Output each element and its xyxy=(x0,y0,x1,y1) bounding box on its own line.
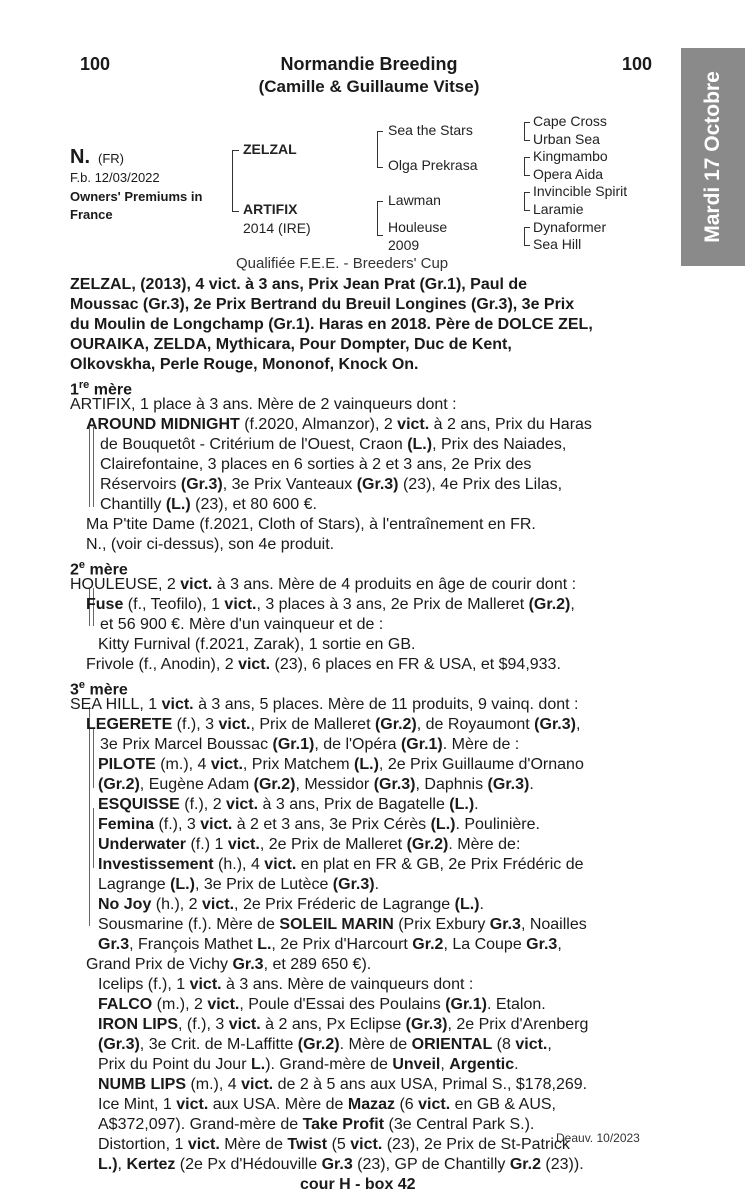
text-segment: vict. xyxy=(218,716,251,733)
pedigree-bracket xyxy=(524,227,530,246)
text-segment: L. xyxy=(257,936,272,953)
text-segment: (Gr.3) xyxy=(405,1016,448,1033)
text-segment: LEGERETE xyxy=(86,716,173,733)
text-segment: (Gr.3) xyxy=(180,476,223,493)
text-segment: (Gr.3) xyxy=(98,1036,140,1053)
text-segment: , Noailles xyxy=(520,916,587,933)
text-segment: (Gr.3) xyxy=(534,716,576,733)
text-segment: . xyxy=(514,1056,519,1073)
text-segment: (f.2020, Almanzor), 2 xyxy=(239,416,398,433)
text-segment: en GB & AUS, xyxy=(450,1096,556,1113)
text-segment: FALCO xyxy=(98,996,153,1013)
text-segment: (6 xyxy=(395,1096,419,1113)
text-segment: (23), GP de Chantilly xyxy=(352,1156,510,1173)
text-segment: Prix du Point du Jour xyxy=(98,1056,251,1073)
indent-bar xyxy=(89,707,90,926)
dam-sire-sire: Invincible Spirit xyxy=(533,183,628,199)
text-segment: mère xyxy=(85,681,128,699)
lot-location xyxy=(300,1175,745,1195)
text-segment: du Moulin de Longchamp (Gr.1). Haras en 2018. Père de DOLCE ZEL, xyxy=(70,316,593,333)
text-segment: , xyxy=(570,596,575,613)
text-segment: (2e Px d'Hédouville xyxy=(175,1156,322,1173)
text-segment: vict. xyxy=(350,1136,383,1153)
text-segment: et 56 900 €. Mère d'un vainqueur et de : xyxy=(100,616,384,633)
text-segment: (Gr.3) xyxy=(356,476,399,493)
text-segment: Icelips (f.), 1 xyxy=(98,976,190,993)
sire-sire-dam: Urban Sea xyxy=(533,131,600,147)
text-segment: Grand Prix de Vichy xyxy=(86,956,233,973)
text-segment: vict. xyxy=(224,596,257,613)
text-segment: Chantilly xyxy=(100,496,166,513)
text-segment: en plat en FR & GB, 2e Prix Frédéric de xyxy=(296,856,584,873)
body-line xyxy=(98,835,688,855)
text-segment: Gr.2 xyxy=(509,1156,541,1173)
pedigree-bracket xyxy=(524,157,530,176)
text-segment: Investissement xyxy=(98,856,214,873)
body-line xyxy=(98,935,688,955)
text-segment: Fuse xyxy=(86,596,124,613)
body-line xyxy=(86,515,676,535)
text-segment: , Daphnis xyxy=(415,776,488,793)
text-segment: cour H - box 42 xyxy=(300,1176,416,1193)
text-segment: (L.) xyxy=(449,796,475,813)
text-segment: vict. xyxy=(227,836,260,853)
text-segment: . xyxy=(474,796,479,813)
text-segment: (Gr.1) xyxy=(400,736,443,753)
text-segment: . xyxy=(479,896,484,913)
text-segment: Réservoirs xyxy=(100,476,181,493)
text-segment: vict. xyxy=(264,856,297,873)
body-line xyxy=(86,415,676,435)
text-segment: (Gr.2) xyxy=(253,776,296,793)
text-segment: HOULEUSE, 2 xyxy=(70,576,181,593)
text-segment: vict. xyxy=(187,1136,220,1153)
text-segment: NUMB LIPS xyxy=(98,1076,186,1093)
text-segment: à 2 et 3 ans, 3e Prix Cérès xyxy=(232,816,431,833)
text-segment: , et 289 650 €). xyxy=(263,956,372,973)
text-segment: à 3 ans. Mère de 4 produits en âge de courir dont : xyxy=(212,576,577,593)
text-segment: (Gr.2) xyxy=(374,716,417,733)
body-line xyxy=(70,335,660,355)
text-segment: à 3 ans, Prix de Bagatelle xyxy=(258,796,450,813)
indent-bar xyxy=(93,427,94,507)
text-segment: à 2 ans, Prix du Haras xyxy=(429,416,592,433)
consignor-title: Normandie Breeding xyxy=(280,54,458,74)
body-line xyxy=(86,955,676,975)
text-segment: . xyxy=(529,776,534,793)
text-segment: IRON LIPS xyxy=(98,1016,179,1033)
text-segment: ORIENTAL xyxy=(411,1036,493,1053)
text-segment: . Mère de: xyxy=(448,836,521,853)
text-segment: (L.) xyxy=(430,816,456,833)
text-segment: Clairefontaine, 3 places en 6 sorties à 2 et 3 ans, 2e Prix des xyxy=(100,456,532,473)
text-segment: mère xyxy=(89,381,133,399)
dam-dam: Houleuse xyxy=(388,219,448,235)
body-line xyxy=(98,1075,688,1095)
text-segment: ). Grand-mère de xyxy=(265,1056,393,1073)
text-segment: Lagrange xyxy=(98,876,171,893)
text-segment: aux USA. Mère de xyxy=(208,1096,348,1113)
text-segment: AROUND MIDNIGHT xyxy=(86,416,240,433)
text-segment: Olkovskha, Perle Rouge, Mononof, Knock On. xyxy=(70,356,419,373)
text-segment: Ma P'tite Dame (f.2021, Cloth of Stars), à l'entraînement en FR. xyxy=(86,516,536,533)
body-line xyxy=(70,395,660,415)
text-segment: vict. xyxy=(202,896,235,913)
text-segment: , Eugène Adam xyxy=(139,776,254,793)
text-segment: Gr.2 xyxy=(412,936,444,953)
text-segment: , 3e Crit. de M-Laffitte xyxy=(139,1036,298,1053)
horse-sex-birth: F.b. 12/03/2022 xyxy=(70,170,160,185)
text-segment: L. xyxy=(250,1056,266,1073)
dam-name: ARTIFIX xyxy=(243,201,298,217)
text-segment: (m.), 4 xyxy=(186,1076,242,1093)
text-segment: (Gr.1) xyxy=(272,736,315,753)
text-segment: , 3 places à 3 ans, 2e Prix de Malleret xyxy=(256,596,529,613)
text-segment: , 2e Prix de Malleret xyxy=(259,836,407,853)
text-segment: à 3 ans, 5 places. Mère de 11 produits, 9 vainq. dont : xyxy=(193,696,579,713)
text-segment: (m.), 2 xyxy=(152,996,208,1013)
text-segment: (Gr.2) xyxy=(297,1036,340,1053)
body-line xyxy=(98,855,688,875)
sire-dam-dam: Opera Aida xyxy=(533,166,604,182)
body-line xyxy=(100,615,690,635)
pedigree-bracket xyxy=(377,201,383,236)
dam-dam-dam: Sea Hill xyxy=(533,236,582,252)
body-line xyxy=(98,1015,688,1035)
horse-origin: (FR) xyxy=(98,151,124,166)
text-segment: , Prix de Malleret xyxy=(250,716,375,733)
indent-bar xyxy=(93,728,94,788)
body-line xyxy=(86,655,676,675)
text-segment: (m.), 4 xyxy=(155,756,211,773)
body-line xyxy=(98,815,688,835)
text-segment: (L.) xyxy=(170,876,195,893)
text-segment: (23), 6 places en FR & USA, et $94,933. xyxy=(270,656,561,673)
horse-name: N. xyxy=(70,146,90,168)
lot-number-right: 100 xyxy=(622,54,653,74)
text-segment: (23), 4e Prix des Lilas, xyxy=(398,476,563,493)
text-segment: ZELZAL, (2013), 4 vict. à 3 ans, Prix Jean Prat (Gr.1), Paul de xyxy=(70,276,528,293)
body-line xyxy=(98,1095,688,1115)
text-segment: vict. xyxy=(241,1076,274,1093)
qualification: Qualifiée F.E.E. - Breeders' Cup xyxy=(236,255,449,272)
text-segment: A$372,097). Grand-mère de xyxy=(98,1116,303,1133)
pedigree-bracket xyxy=(377,131,383,168)
text-segment: (23), et 80 600 €. xyxy=(190,496,317,513)
text-segment: Moussac (Gr.3), 2e Prix Bertrand du Breuil Longines (Gr.3), 3e Prix xyxy=(70,296,575,313)
pedigree-bracket xyxy=(524,122,530,141)
catalogue-reference: Deauv. 10/2023 xyxy=(556,1131,640,1145)
body-line xyxy=(98,755,688,775)
text-segment: , 2e Prix d'Harcourt xyxy=(271,936,413,953)
text-segment: de Bouquetôt - Critérium de l'Ouest, Craon xyxy=(100,436,408,453)
text-segment: (Gr.2) xyxy=(528,596,571,613)
text-segment: Gr.3 xyxy=(232,956,264,973)
text-segment: mère xyxy=(85,561,128,579)
text-segment: Argentic xyxy=(449,1056,515,1073)
body-line xyxy=(98,995,688,1015)
text-segment: No Joy xyxy=(98,896,152,913)
text-segment: SOLEIL MARIN xyxy=(279,916,394,933)
body-line xyxy=(100,735,690,755)
text-segment: (f.), 2 xyxy=(179,796,227,813)
text-segment: re xyxy=(78,379,90,391)
body-line xyxy=(98,1155,688,1175)
text-segment: (Prix Exbury xyxy=(393,916,490,933)
date-tab xyxy=(681,48,745,266)
body-line xyxy=(70,355,660,375)
text-segment: (L.) xyxy=(165,496,191,513)
dam-sire: Lawman xyxy=(388,192,441,208)
text-segment: . xyxy=(374,876,380,893)
text-segment: vict. xyxy=(161,696,194,713)
text-segment: vict. xyxy=(226,796,259,813)
dam-info: 2014 (IRE) xyxy=(243,220,311,236)
body-line xyxy=(98,775,688,795)
text-segment: 2 xyxy=(70,561,79,579)
body-line xyxy=(100,475,690,495)
text-segment: . Etalon. xyxy=(486,996,546,1013)
body-line xyxy=(70,575,660,595)
body-line xyxy=(98,915,688,935)
text-segment: (f., Teofilo), 1 xyxy=(123,596,225,613)
text-segment: (f.) 1 xyxy=(186,836,228,853)
text-segment: , xyxy=(557,936,562,953)
body-line xyxy=(98,895,688,915)
body-line xyxy=(98,875,688,895)
text-segment: vict. xyxy=(397,416,430,433)
text-segment: , de l'Opéra xyxy=(314,736,401,753)
text-segment: (23)). xyxy=(540,1156,584,1173)
text-segment: Kitty Furnival (f.2021, Zarak), 1 sortie en GB. xyxy=(98,636,416,653)
text-segment: (L.) xyxy=(407,436,433,453)
body-line xyxy=(86,595,676,615)
text-segment: (Gr.2) xyxy=(406,836,449,853)
text-segment: . Mère de xyxy=(339,1036,412,1053)
text-segment: Sousmarine (f.). Mère de xyxy=(98,916,280,933)
text-segment: (L.) xyxy=(454,896,480,913)
sire-name: ZELZAL xyxy=(243,141,297,157)
text-segment: (f.), 3 xyxy=(172,716,219,733)
text-segment: (h.), 4 xyxy=(213,856,265,873)
body-line xyxy=(98,1035,688,1055)
text-segment: 3e Prix Marcel Boussac xyxy=(100,736,273,753)
indent-bar xyxy=(89,427,90,507)
text-segment: à 3 ans. Mère de vainqueurs dont : xyxy=(221,976,474,993)
text-segment: , 3e Prix de Lutèce xyxy=(194,876,333,893)
body-line xyxy=(98,635,688,655)
text-segment: (Gr.3) xyxy=(332,876,375,893)
text-segment: Gr.3 xyxy=(526,936,558,953)
text-segment: vict. xyxy=(418,1096,451,1113)
text-segment: Underwater xyxy=(98,836,187,853)
body-line xyxy=(98,1055,688,1075)
text-segment: (Gr.3) xyxy=(373,776,416,793)
text-segment: , François Mathet xyxy=(129,936,258,953)
text-segment: vict. xyxy=(176,1096,209,1113)
text-segment: (f.), 3 xyxy=(154,816,201,833)
text-segment: Gr.3 xyxy=(489,916,521,933)
body-line xyxy=(100,495,690,515)
body-line xyxy=(70,275,660,295)
text-segment: , 2e Prix Guillaume d'Ornano xyxy=(378,756,584,773)
text-segment: L.) xyxy=(98,1156,118,1173)
dam-dam-sire: Dynaformer xyxy=(533,219,607,235)
body-line xyxy=(86,535,676,555)
text-segment: (23), 2e Prix de St-Patrick xyxy=(382,1136,570,1153)
text-segment: N., (voir ci-dessus), son 4e produit. xyxy=(86,536,335,553)
text-segment: Take Profit xyxy=(302,1116,385,1133)
sire-dam: Olga Prekrasa xyxy=(388,157,478,173)
text-segment: e xyxy=(78,559,86,571)
text-segment: (Gr.3) xyxy=(487,776,530,793)
text-segment: ESQUISSE xyxy=(98,796,180,813)
body-line xyxy=(100,455,690,475)
text-segment: , Prix des Naiades, xyxy=(432,436,567,453)
text-segment: , xyxy=(547,1036,552,1053)
text-segment: (3e Central Park S.). xyxy=(384,1116,535,1133)
lot-number-left: 100 xyxy=(80,54,111,74)
text-segment: , 3e Prix Vanteaux xyxy=(222,476,357,493)
text-segment: , Messidor xyxy=(295,776,374,793)
text-segment: , xyxy=(117,1156,127,1173)
text-segment: (h.), 2 xyxy=(151,896,203,913)
text-segment: , xyxy=(575,716,581,733)
text-segment: vict. xyxy=(228,1016,261,1033)
sire-sire-sire: Cape Cross xyxy=(533,113,607,129)
pedigree-bracket xyxy=(524,192,530,211)
text-segment: vict. xyxy=(515,1036,548,1053)
text-segment: OURAIKA, ZELDA, Mythicara, Pour Dompter, Duc de Kent, xyxy=(70,336,512,353)
text-segment: Unveil xyxy=(392,1056,441,1073)
text-segment: vict. xyxy=(210,756,243,773)
text-segment: , 2e Prix Fréderic de Lagrange xyxy=(234,896,455,913)
text-segment: . Poulinière. xyxy=(455,816,540,833)
text-segment: vict. xyxy=(207,996,240,1013)
sire-dam-sire: Kingmambo xyxy=(533,148,608,164)
text-segment: (L.) xyxy=(354,756,379,773)
owners-premiums: Owners' Premiums in France xyxy=(70,189,203,222)
text-segment: Kertez xyxy=(126,1156,176,1173)
text-segment: Mazaz xyxy=(347,1096,396,1113)
body-line xyxy=(70,695,660,715)
text-segment: (Gr.1) xyxy=(445,996,487,1013)
body-line xyxy=(98,975,688,995)
dam-sire-dam: Laramie xyxy=(533,201,584,217)
text-segment: vict. xyxy=(189,976,222,993)
text-segment: , Prix Matchem xyxy=(242,756,355,773)
text-segment: 1 xyxy=(70,381,79,399)
text-segment: Mère de xyxy=(219,1136,288,1153)
text-segment: (8 xyxy=(492,1036,516,1053)
text-segment: Gr.3 xyxy=(98,936,130,953)
text-segment: vict. xyxy=(180,576,213,593)
sire-sire: Sea the Stars xyxy=(388,122,473,138)
pedigree-bracket xyxy=(232,150,239,212)
text-segment: ARTIFIX, 1 place à 3 ans. Mère de 2 vainqueurs dont : xyxy=(70,396,457,413)
consignor-subtitle: (Camille & Guillaume Vitse) xyxy=(258,77,480,96)
text-segment: , La Coupe xyxy=(443,936,527,953)
text-segment: Femina xyxy=(98,816,155,833)
indent-bar xyxy=(93,808,94,868)
body-line xyxy=(86,715,676,735)
text-segment: Distortion, 1 xyxy=(98,1136,188,1153)
body-line xyxy=(98,795,688,815)
body-line xyxy=(100,435,690,455)
body-line xyxy=(70,315,660,335)
text-segment: , Poule d'Essai des Poulains xyxy=(239,996,446,1013)
text-segment: PILOTE xyxy=(98,756,156,773)
text-segment: , (f.), 3 xyxy=(178,1016,229,1033)
text-segment: , de Royaumont xyxy=(416,716,535,733)
text-segment: 3 xyxy=(70,681,79,699)
dam-dam-year: 2009 xyxy=(388,237,420,253)
text-segment: . Mère de : xyxy=(442,736,520,753)
date-label: Mardi 17 Octobre xyxy=(701,71,724,243)
text-segment: Twist xyxy=(287,1136,328,1153)
text-segment: à 2 ans, Px Eclipse xyxy=(260,1016,406,1033)
text-segment: Frivole (f., Anodin), 2 xyxy=(86,656,239,673)
text-segment: , xyxy=(440,1056,450,1073)
text-segment: , 2e Prix d'Arenberg xyxy=(447,1016,589,1033)
text-segment: (Gr.2) xyxy=(98,776,140,793)
text-segment: (5 xyxy=(327,1136,351,1153)
text-segment: vict. xyxy=(238,656,271,673)
text-segment: Gr.3 xyxy=(321,1156,353,1173)
text-segment: vict. xyxy=(200,816,233,833)
text-segment: e xyxy=(78,679,86,691)
text-segment: SEA HILL, 1 xyxy=(70,696,162,713)
body-line xyxy=(70,295,660,315)
text-segment: de 2 à 5 ans aux USA, Primal S., $178,269. xyxy=(273,1076,588,1093)
text-segment: Ice Mint, 1 xyxy=(98,1096,177,1113)
